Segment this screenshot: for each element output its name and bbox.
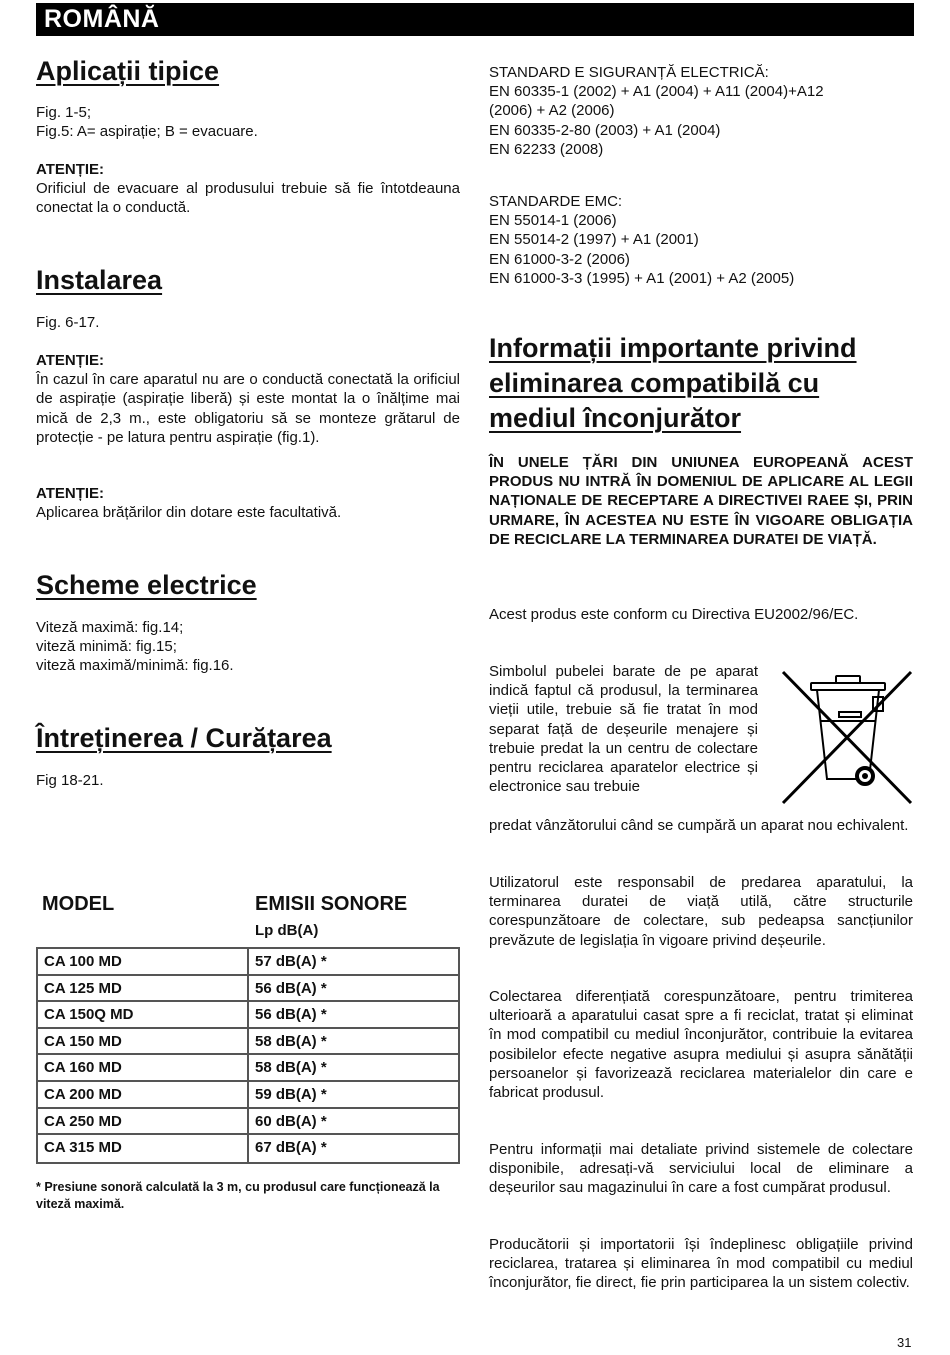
standard-line: (2006) + A2 (2006) <box>489 102 615 120</box>
page-number: 31 <box>897 1335 912 1350</box>
model-cell: CA 100 MD <box>38 949 249 974</box>
section-disposal <box>489 331 913 436</box>
disposal-paragraph: Pentru informații mai detaliate privind sistemele de colectare disponibile, adresați-vă serviciului local de eliminare a deșeurilor sau magazinului în care a fost cumpărat produsul. <box>489 1141 913 1197</box>
standard-line: EN 55014-1 (2006) <box>489 212 617 230</box>
section-title-disposal: eliminarea compatibilă cu <box>489 368 820 398</box>
crossed-bin-icon <box>781 669 913 806</box>
model-cell: CA 125 MD <box>38 976 249 1001</box>
directive-text: Acest produs este conform cu Directiva EU2002/96/EC. <box>489 606 859 623</box>
table-row <box>38 976 458 1003</box>
applications-warning <box>36 160 460 218</box>
applications-fig-line: Fig.5: A= aspirație; B = evacuare. <box>36 123 258 141</box>
disposal-paragraph: Utilizatorul este responsabil de predarea aparatului, la terminarea duratei de viață utilă, către structurile corespunzătoare de colectare, sub pedeapsa sancțiunilor prevăzute de legislația în vigoare privind deșeurile. <box>489 874 913 949</box>
standard-line: EN 60335-2-80 (2003) + A1 (2004) <box>489 121 721 139</box>
symbol-text: Simbolul pubelei barate de pe aparat indică faptul că produsul, la terminarea vieții utile, trebuie să fie tratat în mod separat față de deșeurile menajere și trebuie predat la un centru de colectare pentru reciclarea aparatelor electrice și electronice sau trebuie <box>489 663 758 796</box>
warning-label: ATENȚIE: <box>36 352 105 369</box>
warning-text: Orificiul de evacuare al produsului trebuie să fie întotdeauna conectat la o conductă. <box>36 180 460 217</box>
model-cell: CA 150Q MD <box>38 1002 249 1027</box>
wiring-line: Viteză maximă: fig.14; <box>36 619 184 636</box>
value-cell: 56 dB(A) * <box>255 1006 327 1024</box>
value-cell: 57 dB(A) * <box>255 953 327 970</box>
symbol-text-end: predat vânzătorului când se cumpără un aparat nou echivalent. <box>489 817 909 834</box>
model-cell: CA 150 MD <box>38 1029 249 1054</box>
standards-title: STANDARD E SIGURANȚĂ ELECTRICĂ: <box>489 64 769 81</box>
value-cell: 59 dB(A) * <box>255 1085 327 1103</box>
model-cell: CA 160 MD <box>38 1055 249 1080</box>
standard-line: EN 61000-3-3 (1995) + A1 (2001) + A2 (2005) <box>489 269 795 287</box>
value-cell: 58 dB(A) * <box>255 1059 327 1077</box>
section-title-disposal: mediul înconjurător <box>489 403 742 433</box>
table-row <box>38 1082 458 1109</box>
standard-line: EN 55014-2 (1997) + A1 (2001) <box>489 231 699 249</box>
safety-standards <box>489 63 913 159</box>
section-maintenance <box>36 721 460 756</box>
section-title-installation: Instalarea <box>36 265 163 295</box>
applications-fig-line: Fig. 1-5; <box>36 104 92 121</box>
installation-fig: Fig. 6-17. <box>36 314 100 331</box>
section-title-applications: Aplicații tipice <box>36 56 220 86</box>
section-wiring <box>36 568 460 603</box>
table-row <box>38 949 458 976</box>
language-header-bar <box>36 3 914 36</box>
table-footnote: * Presiune sonoră calculată la 3 m, cu produsul care funcționează la viteză maximă. <box>36 1180 440 1211</box>
disposal-caps-notice: ÎN UNELE ȚĂRI DIN UNIUNEA EUROPEANĂ ACEST PRODUS NU INTRĂ ÎN DOMENIUL DE APLICARE AL LEGII NAȚIONALE DE RECEPTARE A DIRECTIVEI RAEE ȘI, PRIN URMARE, ÎN ACESTEA NU ESTE ÎN VIGOARE OBLIGAȚIA DE RECICLARE LA TERMINAREA DURATEI DE VIAȚĂ. <box>489 454 913 548</box>
section-installation <box>36 263 460 298</box>
warning-label: ATENȚIE: <box>36 161 105 178</box>
model-cell: CA 250 MD <box>38 1109 249 1134</box>
table-header-emissions: EMISII SONORE <box>255 893 408 915</box>
table-header-unit: Lp dB(A) <box>255 922 319 939</box>
standards-title: STANDARDE EMC: <box>489 193 623 210</box>
standard-line: EN 60335-1 (2002) + A1 (2004) + A11 (2004)+A12 <box>489 83 824 101</box>
emc-standards <box>489 192 913 288</box>
value-cell: 67 dB(A) * <box>255 1139 327 1157</box>
section-title-maintenance: Întreținerea / Curățarea <box>36 723 332 753</box>
warning-text: Aplicarea brățărilor din dotare este facultativă. <box>36 504 342 522</box>
warning-label: ATENȚIE: <box>36 485 105 502</box>
section-title-disposal: Informații importante privind <box>489 333 857 363</box>
section-title-wiring: Scheme electrice <box>36 570 257 600</box>
value-cell: 56 dB(A) * <box>255 979 327 997</box>
warning-text: În cazul în care aparatul nu are o conductă conectată la orificiul de aspirație (aspirație liberă) și este montat la o înălțime mai mică de 2,3 m., este obligatoriu să se monteze grătarul de protecție - pe latura pentru aspirație (fig.1). <box>36 371 460 446</box>
wiring-line: viteză maximă/minimă: fig.16. <box>36 657 234 675</box>
installation-warning-2 <box>36 484 460 522</box>
language-label: ROMÂNĂ <box>44 5 160 33</box>
applications-figs <box>36 103 460 141</box>
standard-line: EN 62233 (2008) <box>489 140 604 158</box>
installation-warning-1 <box>36 351 460 447</box>
disposal-paragraph: Colectarea diferențiată corespunzătoare, pentru trimiterea ulterioară a aparatului casat spre a fi reciclat, tratat și eliminat în mod compatibil cu mediul înconjurător, contribuie la evitarea posibilelor efecte negative asupra mediului și asupra sănătății persoanelor și favorizează reciclarea materialelor din care e fabricat produsul. <box>489 988 913 1102</box>
value-cell: 60 dB(A) * <box>255 1112 327 1130</box>
standard-line: EN 61000-3-2 (2006) <box>489 250 630 268</box>
table-row <box>38 1109 458 1136</box>
table-header-model: MODEL <box>42 893 115 915</box>
table-row <box>38 1135 458 1162</box>
model-cell: CA 200 MD <box>38 1082 249 1107</box>
value-cell: 58 dB(A) * <box>255 1032 327 1050</box>
noise-table <box>36 947 460 1164</box>
table-row <box>38 1055 458 1082</box>
disposal-paragraph: Producătorii și importatorii își îndeplinesc obligațiile privind reciclarea, tratarea și eliminarea în mod compatibil cu mediul înconjurător, fie direct, fie prin participarea la un sistem colectiv. <box>489 1236 913 1292</box>
table-row <box>38 1029 458 1056</box>
wiring-lines <box>36 618 460 676</box>
model-cell: CA 315 MD <box>38 1135 249 1162</box>
maintenance-fig: Fig 18-21. <box>36 772 104 789</box>
table-row <box>38 1002 458 1029</box>
section-applications <box>36 54 460 89</box>
wiring-line: viteză minimă: fig.15; <box>36 638 177 656</box>
